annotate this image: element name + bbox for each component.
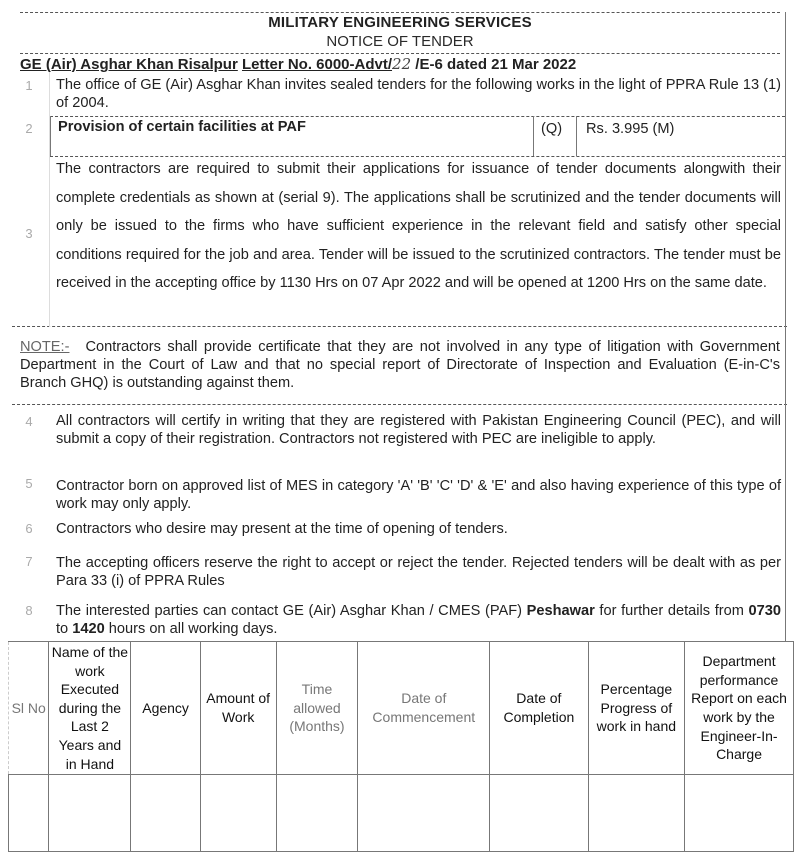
work-category: (Q) xyxy=(541,121,563,137)
clause-8-time-from: 0730 xyxy=(748,603,781,619)
reference-handwritten-number: 22 xyxy=(392,55,412,73)
serial-number: 6 xyxy=(25,521,33,536)
table-cell-completion-date xyxy=(490,775,589,852)
table-cell-agency xyxy=(131,775,200,852)
clause-7: The accepting officers reserve the right to accept or reject the tender. Rejected tenders will be dealt with as per Para 33 (i) of PPRA Rules xyxy=(56,555,781,589)
table-cell-work-name xyxy=(49,775,131,852)
clause-8 xyxy=(56,602,781,638)
table-cell-percentage-progress xyxy=(588,775,684,852)
para-left-rule xyxy=(49,72,50,327)
reference-line xyxy=(20,55,576,73)
row2-top-rule xyxy=(50,116,785,117)
organization-title: MILITARY ENGINEERING SERVICES xyxy=(268,14,532,31)
column-header-serial: Sl No xyxy=(9,642,49,775)
notice-title: NOTICE OF TENDER xyxy=(326,33,474,50)
row2-left-border xyxy=(50,116,51,156)
clause-8-text-before: The interested parties can contact GE (Air) Asghar Khan / CMES (PAF) xyxy=(56,603,527,619)
table-cell-amount xyxy=(200,775,276,852)
works-experience-table xyxy=(8,641,794,852)
clause-8-time-to: 1420 xyxy=(72,621,105,637)
clause-8-text-to: to xyxy=(56,621,73,637)
header-rule xyxy=(20,53,780,54)
note-bottom-rule xyxy=(12,404,787,405)
clause-8-place: Peshawar xyxy=(526,603,595,619)
serial-number: 7 xyxy=(25,554,33,569)
para3-bottom-rule xyxy=(12,326,787,327)
table-header-row xyxy=(9,642,794,775)
column-header-amount: Amount of Work xyxy=(200,642,276,775)
clause-5: Contractor born on approved list of MES in category 'A' 'B' 'C' 'D' & 'E' and also having experience of this type of work may only apply. xyxy=(56,478,781,512)
column-header-completion-date: Date of Completion xyxy=(490,642,589,775)
reference-letter: Letter No. 6000-Advt/ xyxy=(241,56,393,73)
clause-8-text-mid: for further details from xyxy=(594,603,749,619)
paragraph-3: The contractors are required to submit their applications for issuance of tender documents alongwith their complete credentials as shown at (serial 9). The applications shall be scrutinized and the tender documents will only be issued to the firms who have sufficient experience in the relevant field and satisfy other special conditions required for the job and area. Tender will be issued to the scrutinized contractors. The tender must be received in the accepting office by 1130 Hrs on 07 Apr 2022 and will be opened at 1200 Hrs on the same date. xyxy=(56,161,781,291)
note-label: NOTE:- xyxy=(20,339,70,355)
column-header-performance-report: Department performance Report on each work by the Engineer-In-Charge xyxy=(685,642,794,775)
table-row xyxy=(9,775,794,852)
work-name: Provision of certain facilities at PAF xyxy=(58,119,306,135)
serial-number: 4 xyxy=(25,414,33,429)
right-margin-rule xyxy=(785,12,786,642)
serial-number: 3 xyxy=(25,226,33,241)
serial-number: 5 xyxy=(25,476,33,491)
reference-date: /E-6 dated 21 Mar 2022 xyxy=(415,56,577,73)
note-text: Contractors shall provide certificate that they are not involved in any type of litigation with Government Department in the Court of Law and that no special report of Directorate of Inspection and Evaluation (E-in-C's Branch GHQ) is outstanding against them. xyxy=(20,339,780,391)
clause-6: Contractors who desire may present at the time of opening of tenders. xyxy=(56,521,508,537)
row2-divider-1 xyxy=(533,116,534,156)
clause-4: All contractors will certify in writing that they are registered with Pakistan Engineering Council (PEC), and will submit a copy of their registration. Contractors not registered with PEC are ineligible to apply. xyxy=(56,413,781,447)
serial-number: 8 xyxy=(25,603,33,618)
column-header-time-allowed: Time allowed (Months) xyxy=(276,642,358,775)
work-amount: Rs. 3.995 (M) xyxy=(586,121,675,137)
reference-office: GE (Air) Asghar Khan Risalpur xyxy=(20,56,238,73)
serial-number: 1 xyxy=(25,78,33,93)
column-header-work-name: Name of the work Executed during the Last 2 Years and in Hand xyxy=(49,642,131,775)
column-header-commencement-date: Date of Commencement xyxy=(358,642,490,775)
table-cell-performance-report xyxy=(685,775,794,852)
table-cell-time-allowed xyxy=(276,775,358,852)
column-header-agency: Agency xyxy=(131,642,200,775)
column-header-percentage-progress: Percentage Progress of work in hand xyxy=(588,642,684,775)
clause-8-text-after: hours on all working days. xyxy=(104,621,278,637)
serial-number: 2 xyxy=(25,121,33,136)
table-cell-commencement-date xyxy=(358,775,490,852)
note-block xyxy=(20,338,780,392)
top-rule xyxy=(20,12,780,13)
row2-divider-2 xyxy=(576,116,577,156)
paragraph-1: The office of GE (Air) Asghar Khan invites sealed tenders for the following works in the light of PPRA Rule 13 (1) of 2004. xyxy=(56,77,781,111)
table-cell-serial xyxy=(9,775,49,852)
